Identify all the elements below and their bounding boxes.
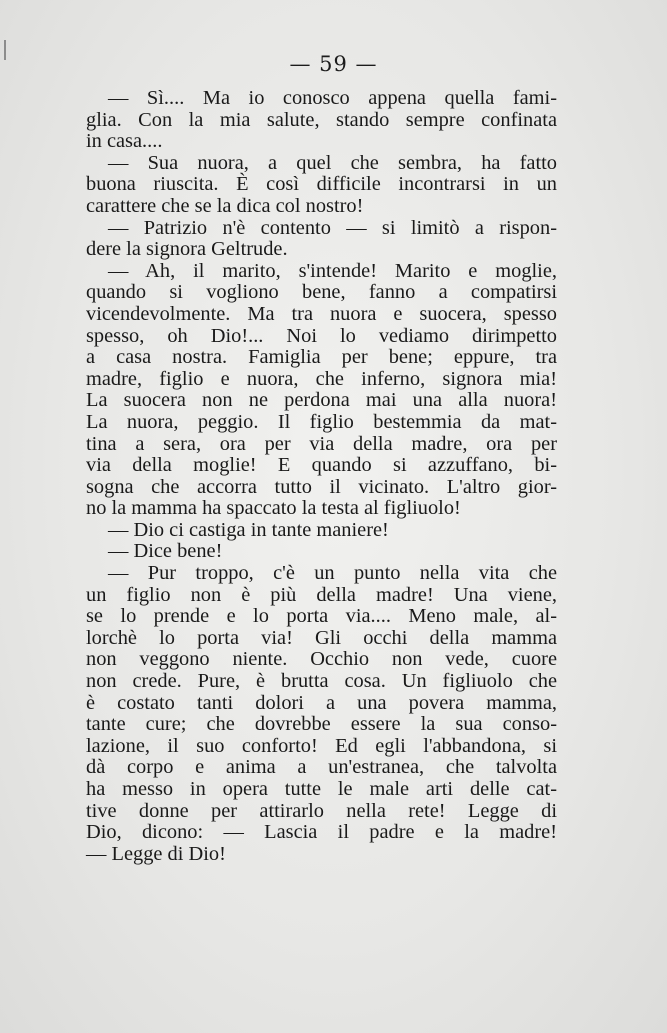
text-line: se lo prende e lo porta via.... Meno male, al- bbox=[86, 605, 557, 628]
text-line: in casa.... bbox=[86, 130, 163, 153]
text-line: Dio, dicono: — Lascia il padre e la madre! bbox=[86, 821, 557, 844]
text-line: — Pur troppo, c'è un punto nella vita che bbox=[108, 562, 557, 585]
text-line: tive donne per attirarlo nella rete! Legge di bbox=[86, 799, 557, 822]
text-line: La suocera non ne perdona mai una alla nuora! bbox=[86, 389, 557, 412]
text-line: — Dio ci castiga in tante maniere! bbox=[108, 518, 389, 541]
text-line: — Ah, il marito, s'intende! Marito e moglie, bbox=[108, 259, 557, 282]
text-line: lazione, il suo conforto! Ed egli l'abbandona, si bbox=[86, 734, 557, 757]
text-line: — Sua nuora, a quel che sembra, ha fatto bbox=[108, 151, 557, 174]
text-line: ha messo in opera tutte le male arti delle cat- bbox=[86, 778, 557, 800]
text-line: quando si vogliono bene, fanno a compatirsi bbox=[86, 281, 557, 304]
text-line: tina a sera, ora per via della madre, ora per bbox=[86, 432, 557, 455]
body-text bbox=[86, 88, 557, 865]
text-line: spesso, oh Dio!... Noi lo vediamo dirimpetto bbox=[86, 324, 557, 347]
page-number: — 59 — bbox=[289, 52, 378, 76]
text-line: vicendevolmente. Ma tra nuora e suocera, spesso bbox=[86, 302, 557, 325]
text-line: madre, figlio e nuora, che inferno, signora mia! bbox=[86, 367, 557, 390]
text-line: — Patrizio n'è contento — si limitò a rispon- bbox=[108, 216, 557, 239]
text-line: carattere che se la dica col nostro! bbox=[86, 194, 364, 217]
text-line: è costato tanti dolori a una povera mamma, bbox=[86, 691, 557, 714]
text-line: sogna che accorra tutto il vicinato. L'altro gior- bbox=[86, 475, 557, 498]
text-line: non veggono niente. Occhio non vede, cuore bbox=[86, 648, 557, 671]
text-line: dere la signora Geltrude. bbox=[86, 238, 288, 261]
text-line: buona riuscita. È così difficile incontrarsi in un bbox=[86, 173, 557, 196]
text-line: via della moglie! E quando si azzuffano, bi- bbox=[86, 454, 557, 477]
text-line: glia. Con la mia salute, stando sempre confinata bbox=[86, 108, 557, 131]
text-line: a casa nostra. Famiglia per bene; eppure, tra bbox=[86, 346, 557, 369]
text-line: non crede. Pure, è brutta cosa. Un figliuolo che bbox=[86, 670, 557, 693]
text-line: — Sì.... Ma io conosco appena quella fami- bbox=[108, 87, 557, 109]
text-line: no la mamma ha spaccato la testa al figliuolo! bbox=[86, 497, 461, 520]
text-line: lorchè lo porta via! Gli occhi della mamma bbox=[86, 626, 557, 649]
text-line: un figlio non è più della madre! Una viene, bbox=[86, 583, 557, 606]
text-line: dà corpo e anima a un'estranea, che talvolta bbox=[86, 756, 557, 779]
text-line: La nuora, peggio. Il figlio bestemmia da mat- bbox=[86, 410, 557, 433]
text-line: — Dice bene! bbox=[108, 540, 223, 563]
text-line: tante cure; che dovrebbe essere la sua conso- bbox=[86, 713, 557, 736]
text-line: — Legge di Dio! bbox=[86, 842, 226, 865]
